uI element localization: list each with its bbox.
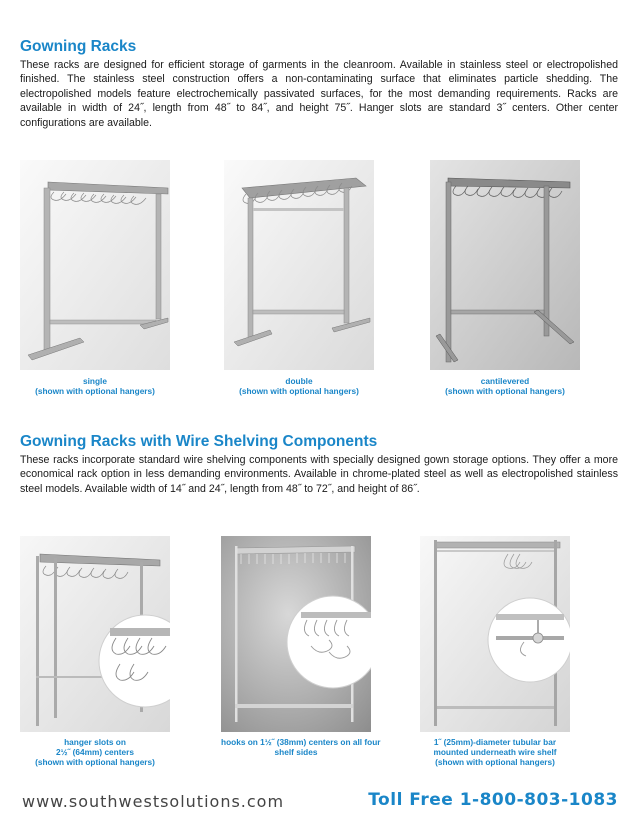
section-title: Gowning Racks — [20, 38, 137, 55]
product-caption-hooks: hooks on 1½˝ (38mm) centers on all four shelf sides — [221, 737, 381, 757]
product-caption-tubular-bar: 1˝ (25mm)-diameter tubular bar mounted underneath wire shelf (shown with optional hangers) — [433, 737, 557, 767]
toll-free-phone — [368, 790, 618, 810]
product-photo-hanger-slots — [20, 536, 170, 732]
section-gowning-racks — [20, 38, 618, 130]
section-body: These racks incorporate standard wire shelving components with specially designed gown storage options. They offer a more economical rack option in less demanding environments. Available in chrome-plated steel as well as electropolished stainless steel models. Available width of 14˝ and 24˝, length from 48˝ to 72˝, and height of 86˝. — [20, 454, 618, 495]
phone-number[interactable]: 1-800-803-1083 — [459, 790, 618, 810]
product-caption-double: double (shown with optional hangers) — [239, 376, 359, 396]
product-photo-hooks — [221, 536, 371, 732]
section-wire-shelving — [20, 433, 618, 496]
section-body: These racks are designed for efficient storage of garments in the cleanroom. Available in stainless steel or electropolished finished. The stainless steel construction offers a non-contaminating surface that eliminates particle shedding. The electropolished models feature electrochemically passivated surfaces, for the most demanding requirements. Racks are available in width of 24˝, length from 48˝ to 84˝, and height 75˝. Hanger slots are standard 3˝ centers. Other center configurations are available. — [20, 59, 618, 129]
website-link[interactable]: www.southwestsolutions.com — [22, 792, 285, 811]
product-photo-tubular-bar — [420, 536, 570, 732]
product-photo-cantilevered — [430, 160, 580, 370]
product-caption-hanger-slots: hanger slots on 2½˝ (64mm) centers (shown with optional hangers) — [35, 737, 155, 767]
toll-free-label: Toll Free — [368, 790, 454, 810]
product-photo-single — [20, 160, 170, 370]
product-photo-double — [224, 160, 374, 370]
product-caption-cantilevered: cantilevered (shown with optional hangers) — [445, 376, 565, 396]
section-title: Gowning Racks with Wire Shelving Components — [20, 433, 378, 450]
product-caption-single: single (shown with optional hangers) — [35, 376, 155, 396]
